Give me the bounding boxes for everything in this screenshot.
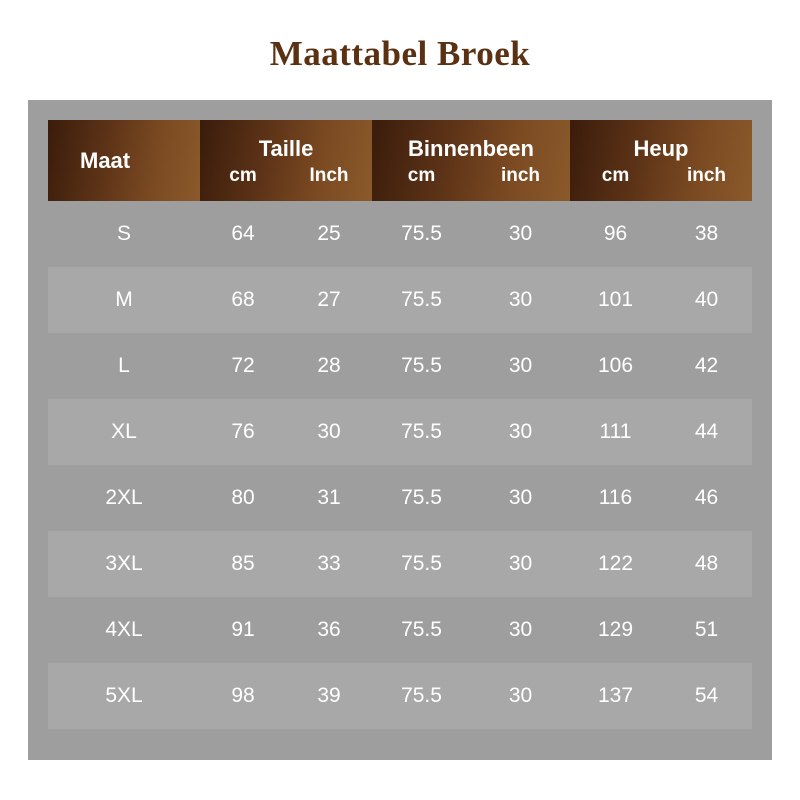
- cell-taille: [200, 531, 372, 597]
- table-row: [48, 399, 752, 465]
- cell-heup: [570, 267, 752, 333]
- cell-binnenbeen: [372, 333, 570, 399]
- cell-binnenbeen-cm: 75.5: [401, 222, 442, 246]
- cell-heup-inch: 38: [694, 222, 719, 246]
- cell-heup-cm: 101: [597, 288, 634, 312]
- cell-size: S: [48, 201, 200, 267]
- cell-taille: [200, 663, 372, 729]
- cell-heup-cm: 111: [599, 420, 632, 444]
- cell-taille-inch: 39: [317, 684, 341, 708]
- header-binnenbeen-cm: cm: [407, 165, 436, 187]
- header-heup-label: Heup: [633, 136, 689, 161]
- cell-binnenbeen: [372, 267, 570, 333]
- cell-heup: [570, 201, 752, 267]
- header-heup-inch: inch: [686, 165, 727, 187]
- cell-binnenbeen: [372, 597, 570, 663]
- cell-size: M: [48, 267, 200, 333]
- cell-taille: [200, 399, 372, 465]
- cell-taille-inch: 31: [317, 486, 341, 510]
- cell-heup-cm: 122: [597, 552, 634, 576]
- cell-taille-cm: 76: [231, 420, 255, 444]
- table-row: [48, 663, 752, 729]
- cell-taille-cm: 68: [231, 288, 255, 312]
- cell-taille-cm: 80: [231, 486, 255, 510]
- cell-binnenbeen-cm: 75.5: [401, 420, 442, 444]
- cell-heup: [570, 597, 752, 663]
- header-maat-label: Maat: [80, 147, 131, 173]
- cell-size: XL: [48, 399, 200, 465]
- cell-taille-inch: 28: [317, 354, 341, 378]
- cell-heup-cm: 96: [603, 222, 628, 246]
- header-heup-cm: cm: [601, 165, 630, 187]
- cell-taille-inch: 30: [317, 420, 341, 444]
- cell-taille-inch: 27: [317, 288, 341, 312]
- cell-heup-cm: 137: [597, 684, 634, 708]
- cell-size: 3XL: [48, 531, 200, 597]
- header-binnenbeen-inch: inch: [500, 165, 541, 187]
- cell-taille-inch: 33: [317, 552, 341, 576]
- cell-taille-cm: 72: [231, 354, 255, 378]
- cell-heup-inch: 40: [694, 288, 719, 312]
- table-row: [48, 597, 752, 663]
- cell-binnenbeen-inch: 30: [508, 288, 533, 312]
- cell-binnenbeen: [372, 663, 570, 729]
- cell-heup-cm: 116: [598, 486, 633, 510]
- cell-binnenbeen-inch: 30: [508, 486, 533, 510]
- size-table-container: [28, 100, 772, 760]
- table-row: [48, 267, 752, 333]
- cell-taille-cm: 64: [231, 222, 255, 246]
- page-title: Maattabel Broek: [269, 34, 531, 73]
- cell-heup: [570, 333, 752, 399]
- cell-binnenbeen-inch: 30: [508, 552, 533, 576]
- cell-taille: [200, 465, 372, 531]
- cell-binnenbeen: [372, 399, 570, 465]
- size-table: [48, 120, 752, 729]
- table-header: [48, 120, 752, 201]
- cell-heup-inch: 44: [694, 420, 719, 444]
- cell-binnenbeen-cm: 75.5: [401, 288, 442, 312]
- cell-taille-cm: 85: [231, 552, 255, 576]
- header-taille-inch: Inch: [309, 165, 349, 187]
- header-taille-label: Taille: [258, 136, 314, 161]
- cell-heup: [570, 465, 752, 531]
- cell-heup-inch: 54: [694, 684, 719, 708]
- cell-heup-inch: 46: [694, 486, 719, 510]
- header-binnenbeen-label: Binnenbeen: [408, 136, 534, 161]
- cell-taille: [200, 267, 372, 333]
- cell-binnenbeen-cm: 75.5: [401, 354, 442, 378]
- cell-binnenbeen-inch: 30: [508, 222, 533, 246]
- cell-taille-inch: 36: [317, 618, 341, 642]
- cell-binnenbeen: [372, 201, 570, 267]
- cell-taille: [200, 333, 372, 399]
- cell-heup: [570, 399, 752, 465]
- cell-taille-inch: 25: [317, 222, 341, 246]
- cell-binnenbeen-inch: 30: [508, 354, 533, 378]
- cell-binnenbeen-cm: 75.5: [401, 552, 442, 576]
- cell-heup: [570, 663, 752, 729]
- table-row: [48, 465, 752, 531]
- cell-taille-cm: 98: [231, 684, 255, 708]
- cell-binnenbeen: [372, 465, 570, 531]
- cell-taille: [200, 597, 372, 663]
- cell-taille: [200, 201, 372, 267]
- header-taille-cm: cm: [229, 165, 257, 187]
- cell-heup-inch: 51: [694, 618, 719, 642]
- table-body: [48, 201, 752, 729]
- header-heup: [570, 120, 752, 201]
- cell-heup: [570, 531, 752, 597]
- cell-binnenbeen-inch: 30: [508, 618, 533, 642]
- cell-binnenbeen-inch: 30: [508, 684, 533, 708]
- cell-size: 2XL: [48, 465, 200, 531]
- table-row: [48, 531, 752, 597]
- header-binnenbeen: [372, 120, 570, 201]
- table-row: [48, 201, 752, 267]
- cell-heup-inch: 42: [694, 354, 719, 378]
- cell-size: L: [48, 333, 200, 399]
- cell-binnenbeen: [372, 531, 570, 597]
- cell-binnenbeen-cm: 75.5: [401, 618, 442, 642]
- cell-heup-cm: 129: [597, 618, 634, 642]
- table-row: [48, 333, 752, 399]
- header-maat: [48, 120, 200, 201]
- cell-binnenbeen-cm: 75.5: [401, 684, 442, 708]
- cell-taille-cm: 91: [231, 618, 255, 642]
- cell-heup-inch: 48: [694, 552, 719, 576]
- cell-binnenbeen-inch: 30: [508, 420, 533, 444]
- header-taille: [200, 120, 372, 201]
- cell-heup-cm: 106: [597, 354, 634, 378]
- cell-binnenbeen-cm: 75.5: [401, 486, 442, 510]
- cell-size: 4XL: [48, 597, 200, 663]
- cell-size: 5XL: [48, 663, 200, 729]
